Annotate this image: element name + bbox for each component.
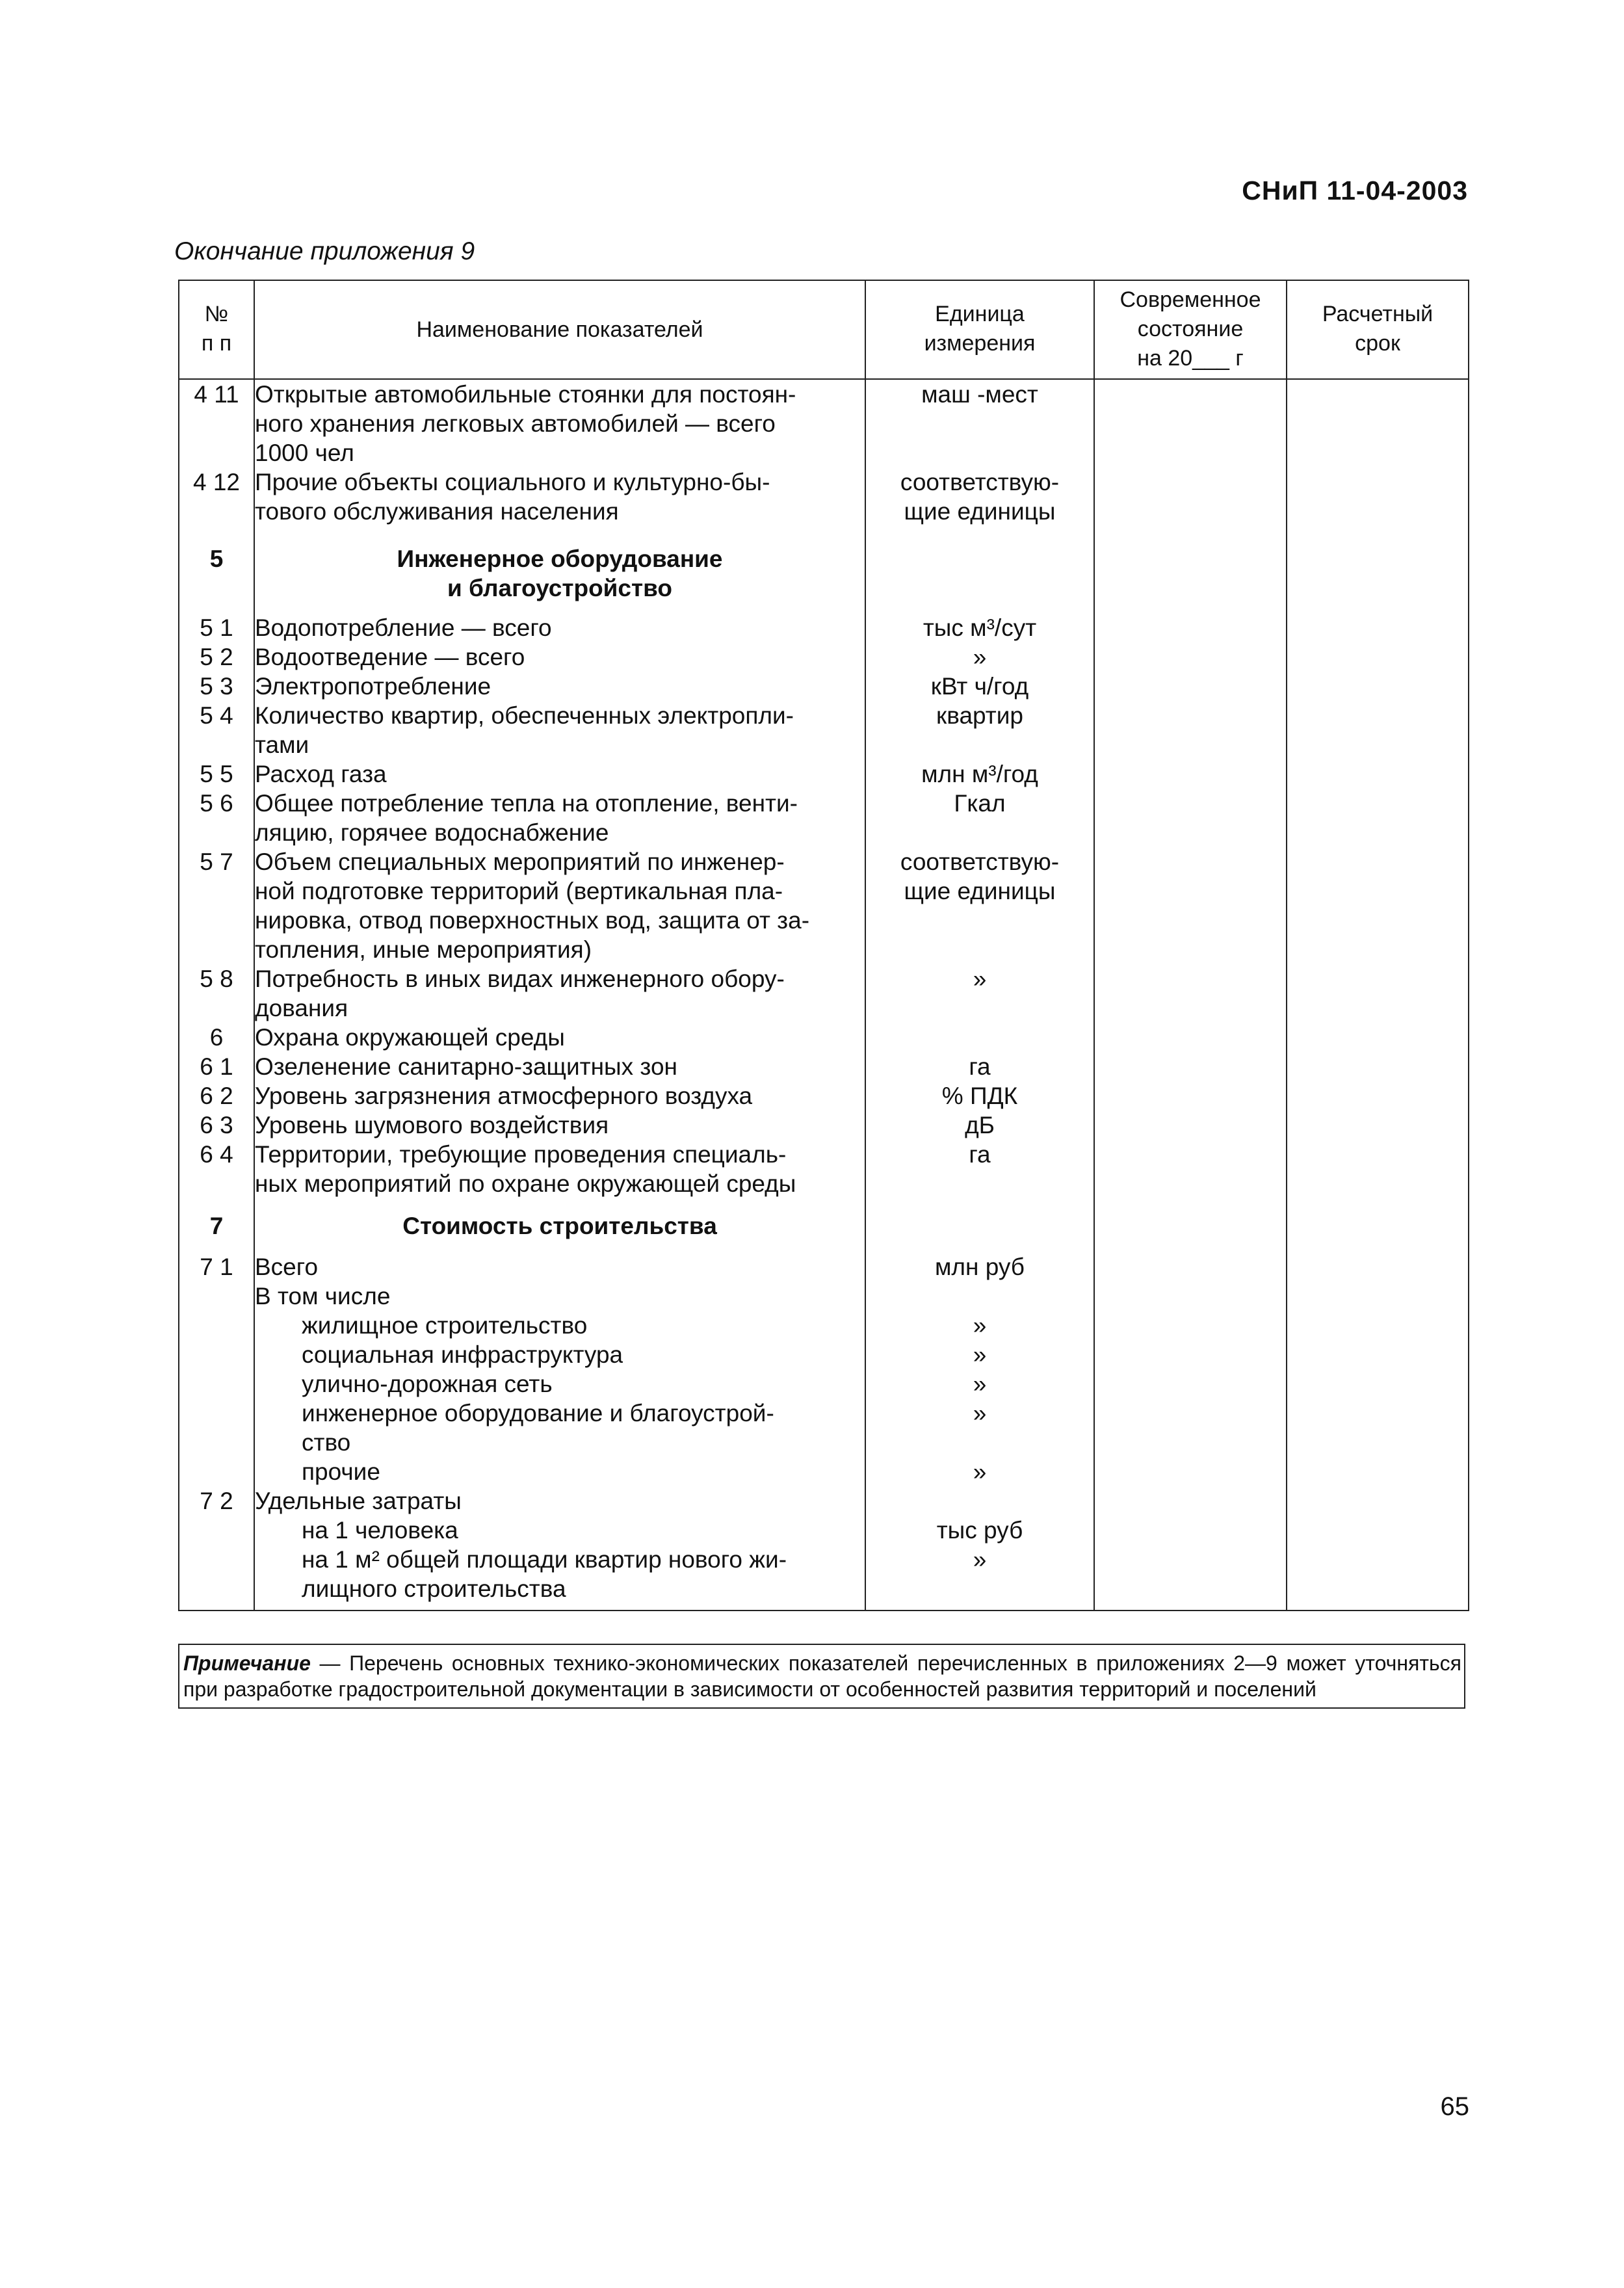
row-units-line: » <box>973 1400 987 1427</box>
row-names <box>254 1252 865 1611</box>
row-names-line: Водоотведение — всего <box>255 644 525 670</box>
row-numbers-line <box>179 1574 254 1603</box>
row-names-line: ных мероприятий по охране окружающей среды <box>255 1170 796 1197</box>
row-units-line: га <box>969 1141 991 1168</box>
row-units-line <box>866 1169 1094 1198</box>
row-units-line <box>866 906 1094 935</box>
row-numbers-line <box>179 993 254 1023</box>
row-number-text: 4 11 <box>194 381 239 408</box>
row-names-line: нировка, отвод поверхностных вод, защита от за- <box>255 907 810 934</box>
row-names-line: Водопотребление — всего <box>255 614 552 641</box>
row-names-line: Общее потребление тепла на отопление, венти- <box>255 790 798 817</box>
target-cell <box>1287 1198 1469 1252</box>
row-unit-text: маш -мест <box>921 381 1038 408</box>
header-target-term <box>1287 280 1469 379</box>
header-current-state-line: Современное <box>1120 287 1261 312</box>
header-target-term-line: срок <box>1355 331 1400 356</box>
table-row <box>179 379 1469 467</box>
row-numbers-line <box>179 1457 254 1486</box>
header-unit <box>865 280 1094 379</box>
row-units-line: щие единицы <box>904 878 1056 904</box>
row-numbers-line <box>179 1311 254 1340</box>
row-unit-line: щие единицы <box>904 498 1056 525</box>
row-numbers-line: 5 3 <box>200 673 233 700</box>
row-units-line: млн м³/год <box>921 761 1038 787</box>
row-names-line: Озеленение санитарно-защитных зон <box>255 1053 677 1080</box>
row-units-line: » <box>973 1458 987 1485</box>
row-units-line <box>866 1428 1094 1457</box>
current-cell <box>1094 613 1287 1198</box>
row-units-line: » <box>973 644 987 670</box>
target-cell <box>1287 467 1469 526</box>
row-names-line: на 1 человека <box>302 1517 458 1544</box>
row-units-line: » <box>973 1371 987 1397</box>
row-units-line <box>866 730 1094 759</box>
header-name-label: Наименование показателей <box>416 317 703 342</box>
row-units-line: квартир <box>936 702 1023 729</box>
row-names-line: Территории, требующие проведения специаль- <box>255 1141 787 1168</box>
row-units-line <box>866 1023 1094 1052</box>
row-numbers-line <box>179 1340 254 1369</box>
row-name <box>254 379 865 467</box>
row-names-line: ство <box>302 1429 351 1456</box>
row-numbers-line: 7 2 <box>200 1488 233 1514</box>
header-target-term-line: Расчетный <box>1322 302 1434 326</box>
row-names-line: Всего <box>255 1254 319 1280</box>
row-unit <box>865 467 1094 526</box>
row-units-line: тыс руб <box>936 1517 1023 1544</box>
row-units-line <box>866 1574 1094 1603</box>
row-units-line: Гкал <box>954 790 1006 817</box>
header-current-state-line: на 20___ г <box>1137 345 1244 371</box>
row-units-line <box>866 1486 1094 1516</box>
row-units-line: га <box>969 1053 991 1080</box>
row-number <box>179 379 254 467</box>
row-numbers-line: 5 4 <box>200 702 233 729</box>
row-units-line: дБ <box>965 1112 995 1138</box>
row-names-line: социальная инфраструктура <box>302 1341 623 1368</box>
row-numbers-line: 5 7 <box>200 848 233 875</box>
row-numbers-line <box>179 818 254 847</box>
section-title-line: Стоимость строительства <box>402 1213 717 1239</box>
row-names-line: тами <box>255 731 309 758</box>
row-units-line: соответствую- <box>900 848 1060 875</box>
table-row <box>179 467 1469 526</box>
row-names-line: лищного строительства <box>302 1575 566 1602</box>
table-note <box>178 1644 1465 1709</box>
row-unit <box>865 379 1094 467</box>
row-numbers-line <box>179 1516 254 1545</box>
row-names-line: Потребность в иных видах инженерного обору- <box>255 966 785 992</box>
row-unit <box>865 1198 1094 1252</box>
row-names-line: дования <box>255 995 348 1021</box>
header-current-state <box>1094 280 1287 379</box>
section-number-text: 5 <box>209 546 224 572</box>
row-numbers-line <box>179 935 254 964</box>
row-name-line: Прочие объекты социального и культурно-бы- <box>255 469 770 495</box>
section-title-line: и благоустройство <box>447 575 672 601</box>
row-name-line: тового обслуживания населения <box>255 498 619 525</box>
section-title <box>254 526 865 613</box>
section-number-text: 7 <box>209 1213 224 1239</box>
row-names-line: на 1 м² общей площади квартир нового жи- <box>302 1546 787 1573</box>
row-numbers-line <box>179 1282 254 1311</box>
row-units-line: кВт ч/год <box>930 673 1029 700</box>
row-numbers-line: 6 <box>209 1024 224 1051</box>
row-numbers-line: 7 1 <box>200 1254 233 1280</box>
section-title <box>254 1198 865 1252</box>
row-units-line: млн руб <box>934 1254 1025 1280</box>
row-numbers-line <box>179 1169 254 1198</box>
header-num <box>179 280 254 379</box>
row-names-line: Расход газа <box>255 761 387 787</box>
current-cell <box>1094 1198 1287 1252</box>
row-names-line: ляцию, горячее водоснабжение <box>255 819 609 846</box>
row-names-line: Удельные затраты <box>255 1488 462 1514</box>
row-numbers-line: 5 2 <box>200 644 233 670</box>
row-numbers-line: 6 1 <box>200 1053 233 1080</box>
row-names-line: Количество квартир, обеспеченных электропли- <box>255 702 794 729</box>
row-names-line: Уровень шумового воздействия <box>255 1112 609 1138</box>
row-units-line: » <box>973 966 987 992</box>
row-names-line: ной подготовке территорий (вертикальная пла- <box>255 878 783 904</box>
page-number: 65 <box>1440 2092 1469 2121</box>
row-numbers-line <box>179 876 254 906</box>
row-numbers-line: 5 1 <box>200 614 233 641</box>
row-units-line <box>866 818 1094 847</box>
row-numbers-line <box>179 1428 254 1457</box>
header-unit-line: Единица <box>935 302 1025 326</box>
row-numbers-line: 5 5 <box>200 761 233 787</box>
target-cell <box>1287 1252 1469 1611</box>
indicators-table <box>178 280 1469 1611</box>
row-numbers-line <box>179 1545 254 1574</box>
section-title-line: Инженерное оборудование <box>397 546 723 572</box>
row-numbers <box>179 613 254 1198</box>
row-names <box>254 613 865 1198</box>
row-number-text: 4 12 <box>192 469 240 495</box>
row-units-line: % ПДК <box>941 1083 1018 1109</box>
row-names-line: В том числе <box>255 1283 391 1309</box>
row-numbers-line: 6 4 <box>200 1141 233 1168</box>
row-units-line <box>866 1282 1094 1311</box>
table-row-group <box>179 613 1469 1198</box>
row-numbers-line <box>179 730 254 759</box>
current-cell <box>1094 1252 1287 1611</box>
row-name-line: Открытые автомобильные стоянки для постоян- <box>255 381 796 408</box>
row-names-line: Объем специальных мероприятий по инженер- <box>255 848 785 875</box>
row-units-line: » <box>973 1341 987 1368</box>
current-cell <box>1094 467 1287 526</box>
row-units-line <box>866 993 1094 1023</box>
row-names-line: Электропотребление <box>255 673 491 700</box>
row-name <box>254 467 865 526</box>
row-numbers-line: 5 8 <box>200 966 233 992</box>
section-number <box>179 526 254 613</box>
row-name-line: 1000 чел <box>255 440 354 466</box>
row-units-line: » <box>973 1546 987 1573</box>
note-label: Примечание <box>183 1651 311 1675</box>
row-units <box>865 1252 1094 1611</box>
current-cell <box>1094 526 1287 613</box>
row-numbers-line: 6 3 <box>200 1112 233 1138</box>
row-names-line: Охрана окружающей среды <box>255 1024 565 1051</box>
table-header-row <box>179 280 1469 379</box>
row-name-line: ного хранения легковых автомобилей — всего <box>255 410 776 437</box>
note-text: — Перечень основных технико-экономических показателей перечисленных в приложениях 2—9 может уточняться при разработке градостроительной документации в зависимости от особенностей развития территорий и поселений <box>183 1651 1461 1701</box>
row-units-line: тыс м³/сут <box>923 614 1037 641</box>
row-names-line: прочие <box>302 1458 380 1485</box>
section-row <box>179 526 1469 613</box>
header-current-state-line: состояние <box>1137 316 1244 341</box>
header-name <box>254 280 865 379</box>
row-names-line: улично-дорожная сеть <box>302 1371 553 1397</box>
row-numbers <box>179 1252 254 1611</box>
appendix-continuation-caption: Окончание приложения 9 <box>174 237 475 265</box>
row-unit <box>865 526 1094 613</box>
row-names-line: жилищное строительство <box>302 1312 588 1339</box>
row-names-line: инженерное оборудование и благоустрой- <box>302 1400 774 1427</box>
row-numbers-line: 5 6 <box>200 790 233 817</box>
header-unit-line: измерения <box>924 331 1036 356</box>
target-cell <box>1287 526 1469 613</box>
target-cell <box>1287 613 1469 1198</box>
section-row <box>179 1198 1469 1252</box>
target-cell <box>1287 379 1469 467</box>
row-numbers-line: 6 2 <box>200 1083 233 1109</box>
current-cell <box>1094 379 1287 467</box>
header-num-line: п п <box>201 331 232 356</box>
row-names-line: топления, иные мероприятия) <box>255 936 592 963</box>
row-numbers-line <box>179 1399 254 1428</box>
header-num-line: № <box>204 302 229 326</box>
row-numbers-line <box>179 1369 254 1399</box>
row-number <box>179 467 254 526</box>
row-names-line: Уровень загрязнения атмосферного воздуха <box>255 1083 753 1109</box>
row-numbers-line <box>179 906 254 935</box>
row-units <box>865 613 1094 1198</box>
row-unit-line: соответствую- <box>900 469 1060 495</box>
document-code: СНиП 11-04-2003 <box>1242 176 1468 205</box>
section-number <box>179 1198 254 1252</box>
row-units-line: » <box>973 1312 987 1339</box>
table-row-group <box>179 1252 1469 1611</box>
row-units-line <box>866 935 1094 964</box>
